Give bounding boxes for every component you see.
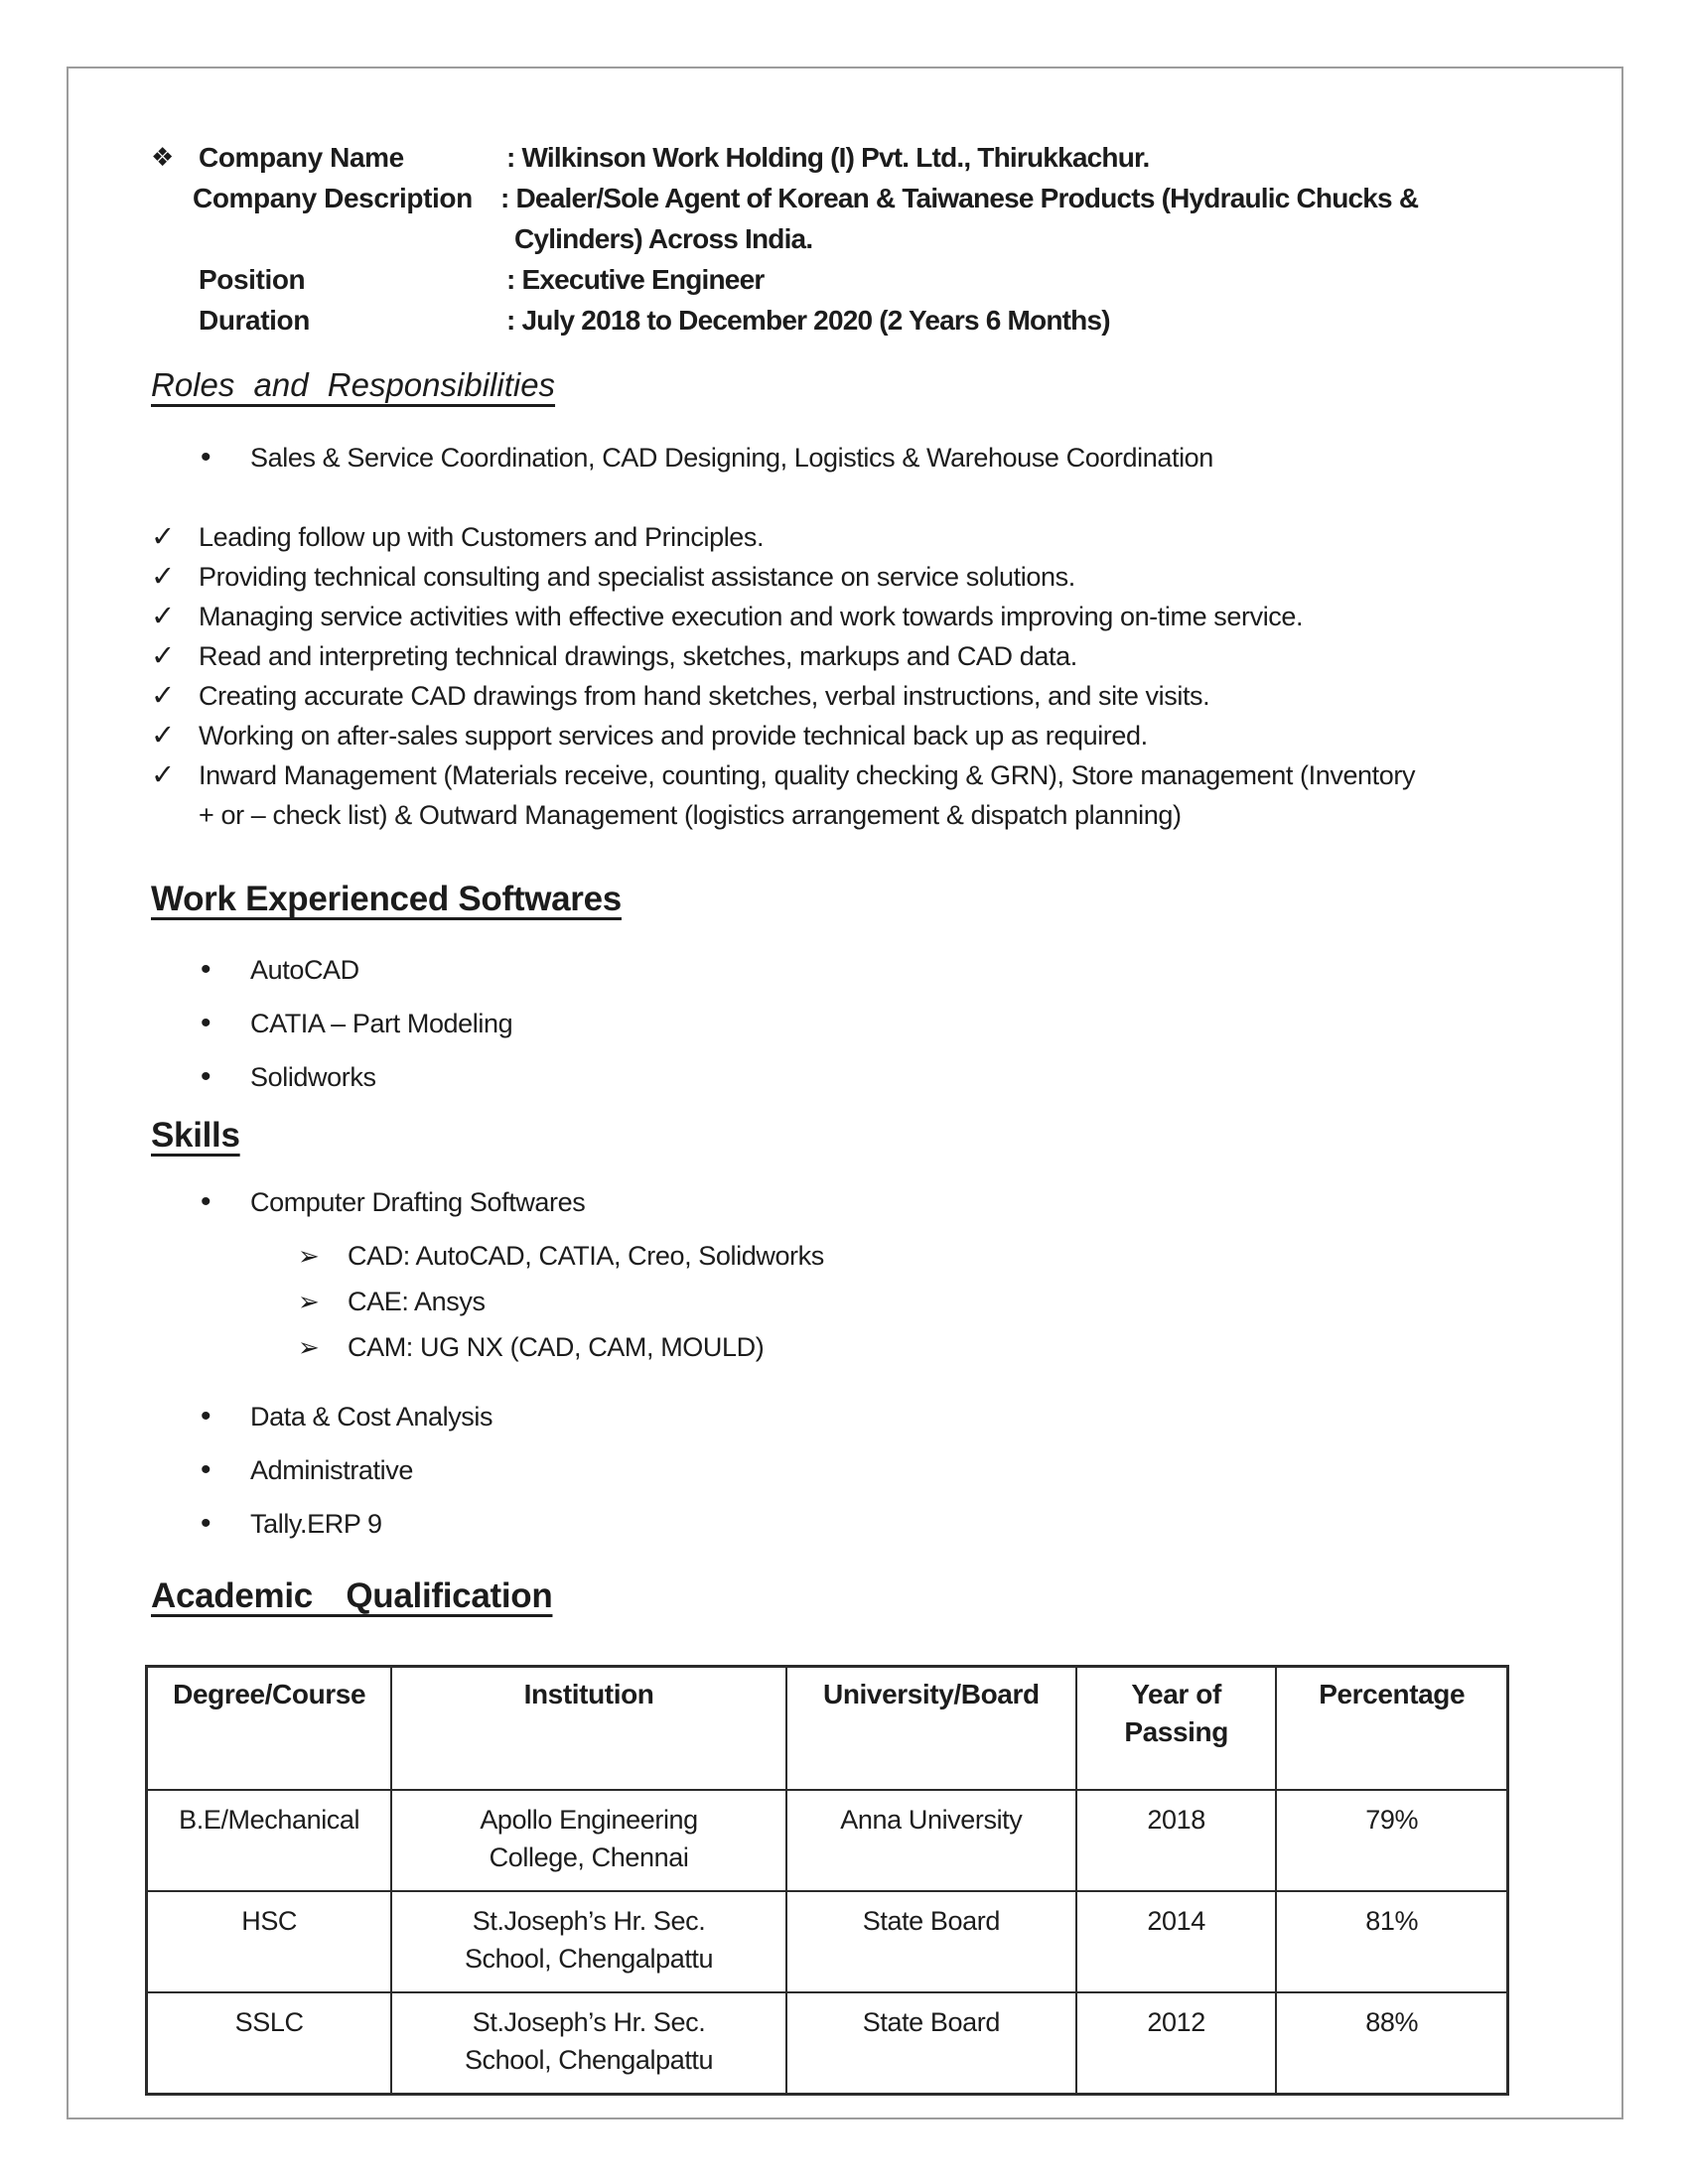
cell-institution: Apollo Engineering College, Chennai (391, 1790, 786, 1891)
diamond-bullet-icon: ❖ (151, 142, 174, 172)
dot-bullet-icon: • (201, 1185, 211, 1218)
table-row (147, 1790, 1508, 1891)
check-icon: ✓ (151, 561, 175, 593)
dot-bullet-icon: • (201, 1007, 211, 1039)
duration-row (151, 300, 1553, 341)
skill-sub-item (298, 1327, 1553, 1367)
company-name-label: Company Name (199, 142, 404, 173)
arrow-bullet-icon: ➢ (298, 1241, 320, 1271)
skill-sub-item (298, 1282, 1553, 1321)
company-name-value: : Wilkinson Work Holding (I) Pvt. Ltd., Thirukkachur. (506, 142, 1150, 173)
skill-item (201, 1397, 1553, 1436)
cell-percentage: 79% (1276, 1790, 1507, 1891)
arrow-bullet-icon: ➢ (298, 1332, 320, 1362)
skill-item (201, 1450, 1553, 1490)
cell-percentage: 81% (1276, 1891, 1507, 1992)
col-header-institution: Institution (391, 1667, 786, 1791)
roles-heading: Roles and Responsibilities (151, 366, 556, 403)
cell-degree: HSC (147, 1891, 392, 1992)
checklist-item-text: Inward Management (Materials receive, counting, quality checking & GRN), Store management (Inventory + or – check list) & Outward Management (logistics arrangement & dispatch planning) (199, 760, 1416, 830)
cell-university: State Board (786, 1992, 1076, 2095)
checklist-item-text: Read and interpreting technical drawings, sketches, markups and CAD data. (199, 641, 1077, 671)
table-header-row (147, 1667, 1508, 1791)
checklist-item (151, 636, 1553, 676)
company-name-row (151, 137, 1553, 178)
skill-item-text: Tally.ERP 9 (250, 1509, 382, 1539)
cell-institution: St.Joseph’s Hr. Sec. School, Chengalpattu (391, 1891, 786, 1992)
skill-item-text: Data & Cost Analysis (250, 1402, 493, 1432)
table-row (147, 1992, 1508, 2095)
dot-bullet-icon: • (201, 441, 211, 474)
cell-university: State Board (786, 1891, 1076, 1992)
arrow-bullet-icon: ➢ (298, 1287, 320, 1316)
resume-content (151, 137, 1553, 2096)
col-header-university: University/Board (786, 1667, 1076, 1791)
softwares-list (151, 950, 1553, 1097)
skills-sub-list (151, 1236, 1553, 1367)
cell-degree: SSLC (147, 1992, 392, 2095)
skill-item (201, 1182, 1553, 1222)
checklist-item (151, 755, 1553, 835)
skills-primary-list (151, 1182, 1553, 1222)
skill-sub-item-text: CAD: AutoCAD, CATIA, Creo, Solidworks (348, 1241, 824, 1271)
skills-heading: Skills (151, 1116, 240, 1155)
academic-heading: Academic Qualification (151, 1576, 553, 1615)
table-row (147, 1891, 1508, 1992)
academic-qualification-table (145, 1665, 1509, 2096)
dot-bullet-icon: • (201, 1060, 211, 1093)
software-item (201, 1057, 1553, 1097)
col-header-year: Year of Passing (1076, 1667, 1277, 1791)
company-details-block (151, 137, 1553, 341)
checklist-item (151, 517, 1553, 557)
checklist-item-text: Providing technical consulting and specialist assistance on service solutions. (199, 562, 1075, 592)
skill-item-text: Computer Drafting Softwares (250, 1187, 586, 1217)
check-icon: ✓ (151, 640, 175, 672)
checklist-item-text: Leading follow up with Customers and Principles. (199, 522, 765, 552)
software-item-text: AutoCAD (250, 955, 359, 985)
cell-year: 2018 (1076, 1790, 1277, 1891)
dot-bullet-icon: • (201, 1453, 211, 1486)
checklist-item (151, 597, 1553, 636)
check-icon: ✓ (151, 521, 175, 553)
check-icon: ✓ (151, 759, 175, 791)
skills-other-list (151, 1397, 1553, 1544)
position-label: Position (199, 264, 306, 295)
col-header-percentage: Percentage (1276, 1667, 1507, 1791)
position-value: : Executive Engineer (506, 264, 765, 295)
skill-item-text: Administrative (250, 1455, 413, 1485)
dot-bullet-icon: • (201, 1507, 211, 1540)
skill-item (201, 1504, 1553, 1544)
check-icon: ✓ (151, 720, 175, 751)
cell-degree: B.E/Mechanical (147, 1790, 392, 1891)
dot-bullet-icon: • (201, 953, 211, 986)
roles-summary-text: Sales & Service Coordination, CAD Designing, Logistics & Warehouse Coordination (250, 443, 1213, 473)
software-item (201, 1004, 1553, 1043)
duration-label: Duration (199, 305, 310, 336)
check-icon: ✓ (151, 680, 175, 712)
skill-sub-item-text: CAE: Ansys (348, 1287, 486, 1316)
cell-year: 2012 (1076, 1992, 1277, 2095)
software-item-text: CATIA – Part Modeling (250, 1009, 513, 1038)
softwares-heading: Work Experienced Softwares (151, 880, 622, 918)
software-item-text: Solidworks (250, 1062, 376, 1092)
company-description-row (151, 178, 1553, 259)
cell-institution: St.Joseph’s Hr. Sec. School, Chengalpattu (391, 1992, 786, 2095)
cell-university: Anna University (786, 1790, 1076, 1891)
check-icon: ✓ (151, 601, 175, 632)
company-description-label: Company Description (193, 183, 473, 213)
checklist-item (151, 557, 1553, 597)
cell-percentage: 88% (1276, 1992, 1507, 2095)
checklist-item-text: Managing service activities with effective execution and work towards improving on-time service. (199, 602, 1304, 631)
software-item (201, 950, 1553, 990)
checklist-item-text: Creating accurate CAD drawings from hand sketches, verbal instructions, and site visits. (199, 681, 1210, 711)
dot-bullet-icon: • (201, 1400, 211, 1433)
col-header-degree: Degree/Course (147, 1667, 392, 1791)
checklist-item-text: Working on after-sales support services and provide technical back up as required. (199, 721, 1148, 751)
position-row (151, 259, 1553, 300)
skill-sub-item-text: CAM: UG NX (CAD, CAM, MOULD) (348, 1332, 765, 1362)
cell-year: 2014 (1076, 1891, 1277, 1992)
responsibilities-checklist (151, 517, 1553, 835)
duration-value: : July 2018 to December 2020 (2 Years 6 Months) (506, 305, 1110, 336)
skill-sub-item (298, 1236, 1553, 1276)
roles-summary-item (151, 438, 1553, 478)
company-description-value: : Dealer/Sole Agent of Korean & Taiwanese Products (Hydraulic Chucks & Cylinders) Across India. (500, 183, 1419, 254)
checklist-item (151, 716, 1553, 755)
checklist-item (151, 676, 1553, 716)
